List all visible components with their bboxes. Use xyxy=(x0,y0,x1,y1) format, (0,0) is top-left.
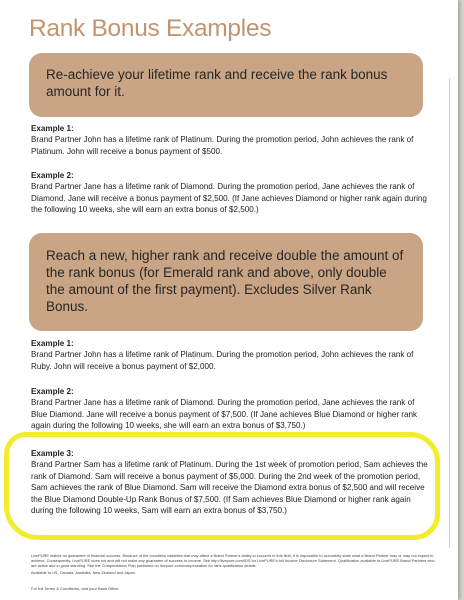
reachieve-example-1 xyxy=(31,123,431,157)
example-title: Example 2: xyxy=(31,171,74,180)
page-edge-divider xyxy=(449,78,450,548)
example-text: Brand Partner Jane has a lifetime rank of Diamond. During the promotion period, Jane achieves the rank of Diamond. Jane will receive a bonus payment of $2,500. (If Jane achieves Diamond or higher rank again during the following 10 weeks, she will earn an extra bonus of $2,500.) xyxy=(31,182,427,215)
terms-note: For full Terms & Conditions, visit your Back Office. xyxy=(31,586,120,591)
example-text: Brand Partner Jane has a lifetime rank of Diamond. During the promotion period, Jane achieves the rank of Blue Diamond. Jane will receive a bonus payment of $7,500. (If Jane achieves Blue Diamond or higher rank again during the following 10 weeks, she will earn an extra bonus of $3,750.) xyxy=(31,398,418,431)
new-rank-example-2 xyxy=(31,386,431,432)
new-rank-example-1 xyxy=(31,338,431,372)
example-title: Example 3: xyxy=(31,449,74,458)
disclaimer-availability: Available to US, Canada, Australia, New Zealand and Japan. xyxy=(31,570,136,575)
disclaimer-main: LivePURE makes no guarantee of financial success. Because of the countless variables that may affect a Brand Partner's ability to succeed in this field, it is impossible to accurately state what a Brand Partner may or may not expect to achieve. Consequently, LivePURE does not and will not make any guarantee of success or income. See http://livepure.com/IDS for LivePURE's full Income Disclosure Statement. Qualification available to LivePURE Brand Partners who are active and in good standing. See the Compensation Plan published on livepure.com/compensation for rank qualification details. xyxy=(31,553,435,568)
example-title: Example 1: xyxy=(31,339,74,348)
example-text: Brand Partner Sam has a lifetime rank of Platinum. During the 1st week of promotion period, Sam achieves the rank of Diamond. Sam will receive a bonus payment of $5,000. During the 2nd week of the promotion period, Sam achieves the rank of Blue Diamond. Sam will receive the Diamond extra bonus of $2,500 and will receive the Blue Diamond Double-Up Rank Bonus of $7,500. (If Sam achieves Blue Diamond or higher rank again during the following 10 weeks, Sam will earn an extra bonus of $3,750.) xyxy=(31,460,428,516)
rank-reachieve-callout: Re-achieve your lifetime rank and receive the rank bonus amount for it. xyxy=(29,53,423,117)
new-rank-callout: Reach a new, higher rank and receive double the amount of the rank bonus (for Emerald rank and above, only double the amount of the first payment). Excludes Silver Rank Bonus. xyxy=(29,233,423,331)
income-disclaimer xyxy=(31,553,441,577)
page-title: Rank Bonus Examples xyxy=(29,15,272,42)
new-rank-example-3 xyxy=(31,448,431,516)
reachieve-example-2 xyxy=(31,170,431,216)
example-title: Example 1: xyxy=(31,124,74,133)
example-text: Brand Partner John has a lifetime rank of Platinum. During the promotion period, John achieves the rank of Ruby. John will receive a bonus payment of $2,000. xyxy=(31,350,414,371)
example-text: Brand Partner John has a lifetime rank of Platinum. During the promotion period, John achieves the rank of Platinum. John will receive a bonus payment of $500. xyxy=(31,135,414,156)
example-title: Example 2: xyxy=(31,387,74,396)
